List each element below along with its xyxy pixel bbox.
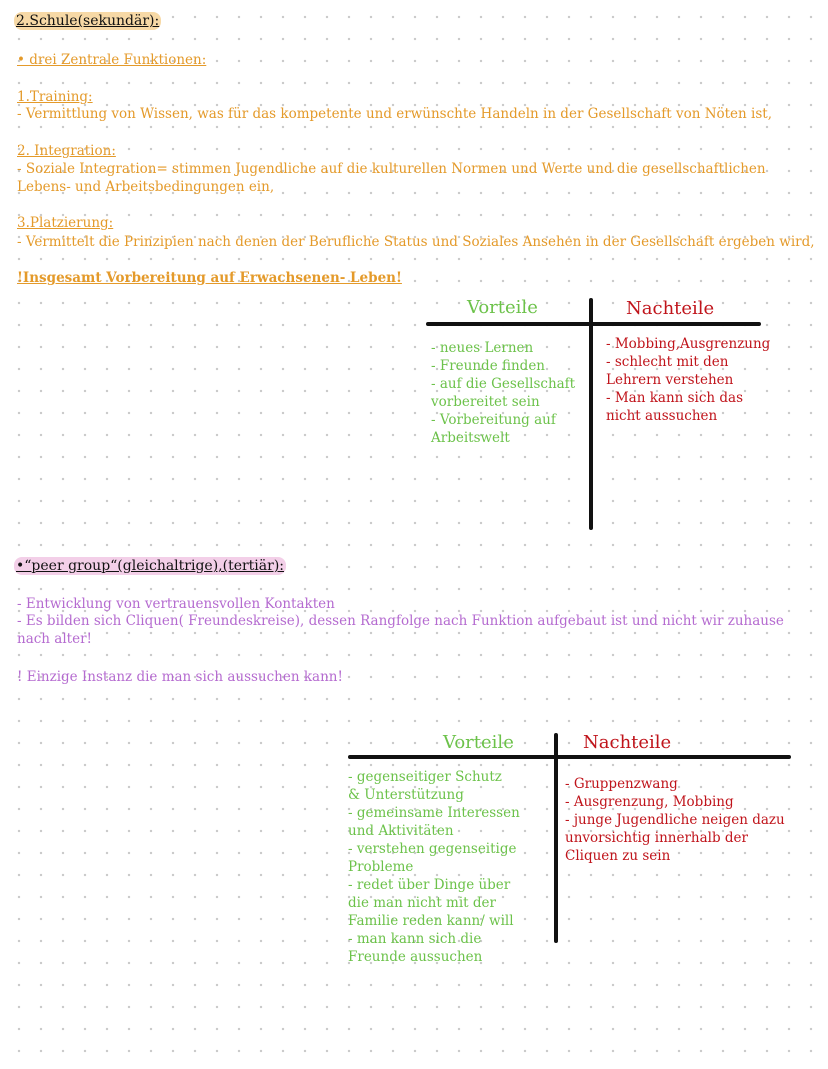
list-item: - schlecht mit den Lehrern verstehen — [606, 354, 734, 388]
peer-cons-list — [565, 775, 800, 865]
list-item: - Freunde finden — [431, 358, 545, 374]
peer-pros-list — [348, 768, 543, 966]
school-pros-heading: Vorteile — [467, 297, 538, 318]
training-heading: 1.Training: — [17, 89, 93, 105]
section-school-subtitle: • drei Zentrale Funktionen: — [17, 52, 207, 68]
list-item: - auf die Gesellschaft vorbereitet sein — [431, 376, 576, 410]
list-item: - Man kann sich das nicht aussuchen — [606, 390, 744, 424]
peer-pros-heading: Vorteile — [443, 732, 514, 753]
peer-text-2: - Es bilden sich Cliquen( Freundeskreise), dessen Rangfolge nach Funktion aufgebaut ist und nicht wir zuhause nach alter! — [17, 613, 784, 647]
school-summary: !Insgesamt Vorbereitung auf Erwachsenen- Leben! — [17, 270, 402, 286]
school-cons-list — [606, 335, 771, 425]
section-peer-title: •“peer group“(gleichaltrige),(tertiär): — [16, 558, 284, 574]
list-item: - verstehen gegenseitige Probleme — [348, 841, 517, 875]
training-text: - Vermittlung von Wissen, was für das kompetente und erwünschte Handeln in der Gesellschaft von Nöten ist, — [17, 106, 772, 122]
list-item: - gegenseitiger Schutz & Unterstützung — [348, 769, 502, 803]
placement-text: - Vermittelt die Prinzipien nach denen der Berufliche Status und Soziales Ansehen in der Gesellschaft ergeben wird, — [17, 234, 815, 250]
peer-note: ! Einzige Instanz die man sich aussuchen kann! — [17, 669, 343, 685]
list-item: - Ausgrenzung, Mobbing — [565, 794, 734, 810]
list-item: - redet über Dinge über die man nicht mit der Familie reden kann/ will — [348, 877, 514, 929]
peer-table-vertical-line — [554, 733, 558, 943]
peer-cons-heading: Nachteile — [583, 732, 672, 753]
school-pros-list — [431, 339, 581, 447]
school-cons-heading: Nachteile — [626, 298, 715, 319]
school-table-vertical-line — [589, 298, 593, 530]
list-item: - man kann sich die Freunde aussuchen — [348, 931, 483, 965]
school-table-horizontal-line — [426, 322, 761, 326]
peer-text-1: - Entwicklung von vertrauensvollen Kontakten — [17, 596, 335, 612]
peer-table-horizontal-line — [348, 755, 791, 759]
list-item: - neues Lernen — [431, 340, 534, 356]
list-item: - Vorbereitung auf Arbeitswelt — [431, 412, 556, 446]
list-item: - junge Jugendliche neigen dazu unvorsichtig innerhalb der Cliquen zu sein — [565, 812, 785, 864]
section-school-title: 2.Schule(sekundär): — [16, 13, 160, 29]
list-item: - gemeinsame Interessen und Aktivitäten — [348, 805, 520, 839]
list-item: - Mobbing,Ausgrenzung — [606, 336, 771, 352]
integration-text: - Soziale Integration= stimmen Jugendliche auf die kulturellen Normen und Werte und die gesellschaftlichen Lebens- und Arbeitsbedingungen ein, — [17, 161, 766, 195]
integration-heading: 2. Integration: — [17, 143, 116, 159]
list-item: - Gruppenzwang — [565, 776, 678, 792]
placement-heading: 3.Platzierung: — [17, 215, 114, 231]
